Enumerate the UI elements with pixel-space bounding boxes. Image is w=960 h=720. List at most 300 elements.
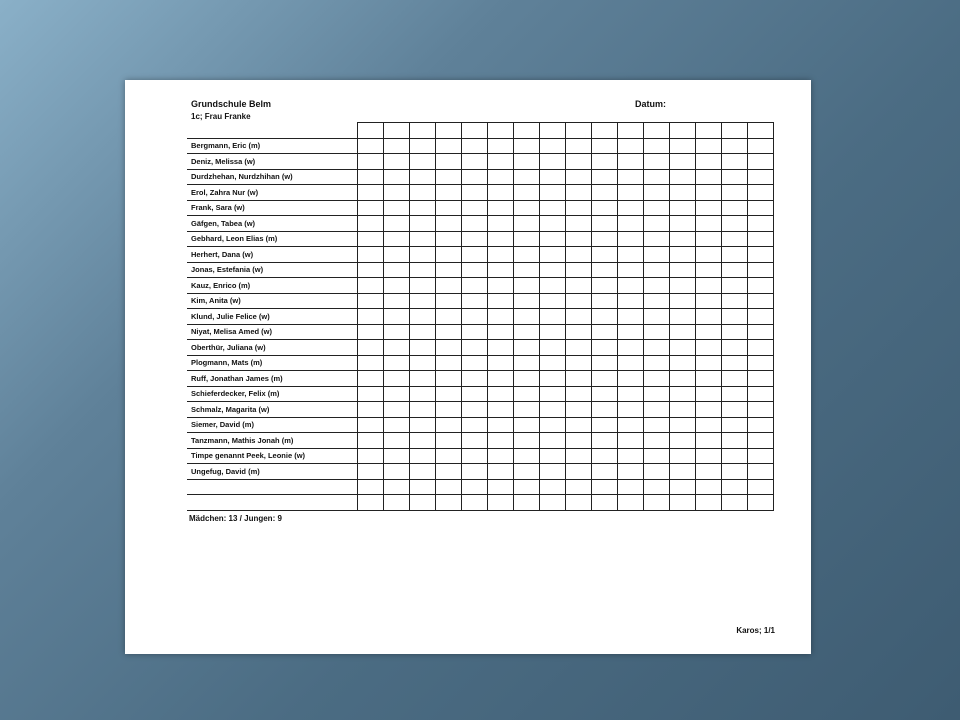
grid-cell	[566, 479, 592, 495]
grid-cell	[410, 371, 436, 387]
grid-cell	[462, 200, 488, 216]
grid-cell	[410, 324, 436, 340]
grid-cell	[748, 386, 774, 402]
grid-cell	[670, 154, 696, 170]
grid-cell	[644, 262, 670, 278]
grid-cell	[514, 386, 540, 402]
grid-cell	[566, 464, 592, 480]
grid-cell	[514, 293, 540, 309]
grid-cell	[696, 154, 722, 170]
grid-cell	[748, 247, 774, 263]
grid-cell	[462, 185, 488, 201]
grid-cell	[436, 402, 462, 418]
grid-cell	[722, 479, 748, 495]
grid-cell	[514, 402, 540, 418]
student-name: Kim, Anita (w)	[187, 293, 358, 309]
grid-cell	[436, 479, 462, 495]
grid-cell	[592, 278, 618, 294]
grid-cell	[462, 262, 488, 278]
grid-cell	[566, 200, 592, 216]
grid-cell	[358, 123, 384, 139]
grid-cell	[540, 123, 566, 139]
grid-cell	[670, 231, 696, 247]
grid-cell	[514, 185, 540, 201]
grid-cell	[358, 371, 384, 387]
grid-cell	[436, 355, 462, 371]
grid-cell	[722, 495, 748, 511]
grid-cell	[488, 309, 514, 325]
grid-cell	[488, 479, 514, 495]
grid-cell	[358, 231, 384, 247]
grid-cell	[462, 433, 488, 449]
table-row	[187, 448, 774, 464]
grid-cell	[488, 185, 514, 201]
grid-cell	[566, 123, 592, 139]
student-name: Deniz, Melissa (w)	[187, 154, 358, 170]
grid-cell	[696, 123, 722, 139]
grid-cell	[462, 138, 488, 154]
grid-cell	[358, 278, 384, 294]
grid-cell	[488, 495, 514, 511]
grid-cell	[514, 231, 540, 247]
grid-cell	[748, 340, 774, 356]
grid-cell	[462, 386, 488, 402]
table-row	[187, 293, 774, 309]
grid-cell	[670, 123, 696, 139]
grid-cell	[644, 371, 670, 387]
table-row	[187, 154, 774, 170]
grid-cell	[566, 169, 592, 185]
grid-cell	[410, 216, 436, 232]
grid-cell	[514, 138, 540, 154]
grid-cell	[722, 309, 748, 325]
grid-cell	[644, 154, 670, 170]
grid-cell	[592, 371, 618, 387]
grid-cell	[592, 138, 618, 154]
grid-cell	[670, 448, 696, 464]
student-name	[187, 123, 358, 139]
grid-cell	[384, 355, 410, 371]
grid-cell	[566, 324, 592, 340]
grid-cell	[644, 309, 670, 325]
grid-cell	[618, 185, 644, 201]
grid-cell	[618, 355, 644, 371]
grid-cell	[566, 495, 592, 511]
grid-cell	[514, 479, 540, 495]
grid-cell	[592, 402, 618, 418]
grid-cell	[540, 231, 566, 247]
grid-cell	[462, 340, 488, 356]
grid-cell	[644, 293, 670, 309]
grid-cell	[696, 386, 722, 402]
student-name: Herhert, Dana (w)	[187, 247, 358, 263]
grid-cell	[670, 433, 696, 449]
table-row	[187, 417, 774, 433]
grid-cell	[618, 324, 644, 340]
grid-cell	[384, 138, 410, 154]
grid-cell	[644, 495, 670, 511]
grid-cell	[696, 293, 722, 309]
table-row	[187, 324, 774, 340]
grid-cell	[618, 278, 644, 294]
grid-cell	[592, 464, 618, 480]
grid-cell	[644, 247, 670, 263]
grid-cell	[722, 433, 748, 449]
grid-cell	[618, 433, 644, 449]
grid-cell	[696, 169, 722, 185]
student-name: Frank, Sara (w)	[187, 200, 358, 216]
grid-cell	[670, 309, 696, 325]
grid-cell	[436, 216, 462, 232]
grid-cell	[436, 340, 462, 356]
grid-cell	[384, 402, 410, 418]
grid-cell	[670, 417, 696, 433]
grid-cell	[384, 417, 410, 433]
student-name: Niyat, Melisa Amed (w)	[187, 324, 358, 340]
grid-cell	[722, 185, 748, 201]
student-name: Schmalz, Magarita (w)	[187, 402, 358, 418]
grid-cell	[670, 340, 696, 356]
grid-cell	[644, 355, 670, 371]
grid-cell	[436, 200, 462, 216]
page-footer: Karos; 1/1	[736, 626, 775, 635]
grid-cell	[358, 417, 384, 433]
grid-cell	[358, 355, 384, 371]
grid-cell	[696, 324, 722, 340]
grid-cell	[462, 278, 488, 294]
grid-cell	[514, 324, 540, 340]
grid-cell	[618, 247, 644, 263]
grid-cell	[618, 371, 644, 387]
grid-cell	[410, 293, 436, 309]
date-label: Datum:	[635, 99, 666, 109]
grid-cell	[358, 216, 384, 232]
grid-cell	[748, 448, 774, 464]
grid-cell	[644, 448, 670, 464]
grid-cell	[696, 340, 722, 356]
grid-cell	[566, 185, 592, 201]
grid-cell	[358, 386, 384, 402]
grid-cell	[436, 495, 462, 511]
student-name: Klund, Julie Felice (w)	[187, 309, 358, 325]
grid-cell	[488, 293, 514, 309]
grid-cell	[722, 371, 748, 387]
table-row	[187, 386, 774, 402]
grid-cell	[566, 154, 592, 170]
student-name: Siemer, David (m)	[187, 417, 358, 433]
student-name: Durdzhehan, Nurdzhihan (w)	[187, 169, 358, 185]
grid-cell	[748, 433, 774, 449]
table-row	[187, 433, 774, 449]
grid-cell	[462, 293, 488, 309]
grid-cell	[722, 464, 748, 480]
grid-cell	[696, 138, 722, 154]
grid-cell	[592, 262, 618, 278]
table-row	[187, 200, 774, 216]
grid-cell	[358, 309, 384, 325]
grid-cell	[566, 231, 592, 247]
grid-cell	[436, 138, 462, 154]
grid-cell	[436, 433, 462, 449]
grid-cell	[540, 138, 566, 154]
grid-cell	[540, 417, 566, 433]
grid-cell	[540, 169, 566, 185]
grid-cell	[722, 200, 748, 216]
grid-cell	[462, 324, 488, 340]
grid-cell	[670, 262, 696, 278]
grid-cell	[670, 138, 696, 154]
table-row	[187, 278, 774, 294]
grid-cell	[358, 200, 384, 216]
grid-cell	[618, 216, 644, 232]
grid-cell	[644, 402, 670, 418]
grid-cell	[592, 169, 618, 185]
grid-cell	[514, 278, 540, 294]
grid-cell	[436, 154, 462, 170]
grid-cell	[384, 340, 410, 356]
grid-cell	[696, 417, 722, 433]
table-row	[187, 169, 774, 185]
grid-cell	[358, 448, 384, 464]
grid-cell	[488, 138, 514, 154]
grid-cell	[462, 495, 488, 511]
grid-cell	[592, 200, 618, 216]
table-row	[187, 340, 774, 356]
grid-cell	[462, 247, 488, 263]
grid-cell	[696, 355, 722, 371]
grid-cell	[462, 231, 488, 247]
grid-cell	[358, 479, 384, 495]
grid-cell	[670, 247, 696, 263]
grid-cell	[722, 247, 748, 263]
grid-cell	[670, 278, 696, 294]
grid-cell	[436, 278, 462, 294]
grid-cell	[410, 479, 436, 495]
grid-cell	[696, 448, 722, 464]
grid-cell	[566, 247, 592, 263]
grid-cell	[410, 448, 436, 464]
grid-cell	[488, 231, 514, 247]
grid-cell	[566, 278, 592, 294]
grid-cell	[748, 464, 774, 480]
grid-cell	[358, 324, 384, 340]
grid-cell	[540, 355, 566, 371]
grid-cell	[592, 479, 618, 495]
grid-cell	[410, 433, 436, 449]
grid-cell	[748, 309, 774, 325]
grid-cell	[410, 278, 436, 294]
grid-cell	[592, 216, 618, 232]
grid-cell	[488, 169, 514, 185]
grid-cell	[644, 433, 670, 449]
grid-cell	[644, 185, 670, 201]
grid-cell	[488, 200, 514, 216]
grid-cell	[540, 262, 566, 278]
grid-cell	[488, 247, 514, 263]
grid-cell	[670, 355, 696, 371]
student-name: Plogmann, Mats (m)	[187, 355, 358, 371]
grid-cell	[696, 216, 722, 232]
grid-cell	[618, 495, 644, 511]
table-row	[187, 247, 774, 263]
grid-cell	[722, 448, 748, 464]
grid-cell	[540, 479, 566, 495]
grid-cell	[488, 262, 514, 278]
grid-cell	[384, 464, 410, 480]
grid-cell	[436, 169, 462, 185]
grid-cell	[748, 417, 774, 433]
grid-cell	[748, 200, 774, 216]
student-name: Ungefug, David (m)	[187, 464, 358, 480]
grid-cell	[384, 169, 410, 185]
grid-cell	[722, 231, 748, 247]
grid-cell	[696, 262, 722, 278]
grid-cell	[488, 355, 514, 371]
grid-cell	[358, 154, 384, 170]
grid-cell	[644, 278, 670, 294]
grid-cell	[722, 278, 748, 294]
grid-cell	[748, 278, 774, 294]
grid-cell	[488, 464, 514, 480]
grid-cell	[618, 231, 644, 247]
grid-cell	[592, 123, 618, 139]
grid-cell	[410, 154, 436, 170]
grid-cell	[436, 386, 462, 402]
grid-cell	[410, 495, 436, 511]
grid-cell	[540, 371, 566, 387]
grid-cell	[618, 464, 644, 480]
grid-cell	[748, 479, 774, 495]
grid-cell	[384, 433, 410, 449]
grid-cell	[358, 402, 384, 418]
grid-cell	[566, 340, 592, 356]
grid-cell	[410, 355, 436, 371]
grid-cell	[514, 448, 540, 464]
grid-cell	[644, 417, 670, 433]
grid-cell	[748, 324, 774, 340]
grid-cell	[488, 216, 514, 232]
school-name: Grundschule Belm	[191, 99, 272, 109]
grid-cell	[462, 464, 488, 480]
grid-cell	[618, 293, 644, 309]
student-name	[187, 495, 358, 511]
grid-cell	[540, 495, 566, 511]
grid-cell	[670, 216, 696, 232]
grid-cell	[462, 309, 488, 325]
grid-cell	[436, 448, 462, 464]
grid-cell	[384, 495, 410, 511]
grid-cell	[566, 417, 592, 433]
grid-cell	[670, 169, 696, 185]
grid-cell	[488, 278, 514, 294]
grid-cell	[670, 495, 696, 511]
grid-cell	[384, 386, 410, 402]
grid-cell	[618, 138, 644, 154]
grid-cell	[358, 247, 384, 263]
grid-cell	[358, 185, 384, 201]
grid-cell	[488, 340, 514, 356]
grid-cell	[436, 371, 462, 387]
grid-cell	[410, 386, 436, 402]
grid-cell	[514, 216, 540, 232]
grid-cell	[436, 417, 462, 433]
grid-cell	[358, 293, 384, 309]
grid-cell	[462, 479, 488, 495]
grid-cell	[436, 309, 462, 325]
grid-cell	[514, 495, 540, 511]
table-row	[187, 231, 774, 247]
grid-cell	[384, 123, 410, 139]
grid-cell	[384, 479, 410, 495]
grid-cell	[462, 355, 488, 371]
grid-cell	[748, 138, 774, 154]
grid-cell	[722, 324, 748, 340]
grid-cell	[696, 185, 722, 201]
empty-row	[187, 495, 774, 511]
grid-cell	[696, 433, 722, 449]
grid-cell	[462, 371, 488, 387]
student-name: Bergmann, Eric (m)	[187, 138, 358, 154]
grid-cell	[670, 293, 696, 309]
grid-cell	[748, 185, 774, 201]
table-row	[187, 309, 774, 325]
grid-cell	[618, 309, 644, 325]
table-row	[187, 371, 774, 387]
grid-cell	[696, 495, 722, 511]
grid-cell	[514, 247, 540, 263]
grid-cell	[644, 464, 670, 480]
student-name: Gäfgen, Tabea (w)	[187, 216, 358, 232]
grid-cell	[696, 464, 722, 480]
grid-cell	[410, 262, 436, 278]
grid-cell	[488, 371, 514, 387]
grid-cell	[384, 324, 410, 340]
grid-cell	[592, 247, 618, 263]
grid-cell	[410, 247, 436, 263]
grid-cell	[462, 402, 488, 418]
grid-cell	[410, 340, 436, 356]
class-teacher: 1c; Frau Franke	[191, 112, 251, 121]
grid-cell	[514, 355, 540, 371]
grid-cell	[540, 340, 566, 356]
grid-cell	[514, 464, 540, 480]
grid-cell	[592, 154, 618, 170]
grid-cell	[696, 371, 722, 387]
grid-cell	[540, 448, 566, 464]
grid-cell	[722, 216, 748, 232]
student-name: Timpe genannt Peek, Leonie (w)	[187, 448, 358, 464]
grid-cell	[384, 154, 410, 170]
student-name: Gebhard, Leon Elias (m)	[187, 231, 358, 247]
grid-cell	[592, 293, 618, 309]
grid-cell	[540, 247, 566, 263]
grid-cell	[410, 185, 436, 201]
grid-cell	[592, 495, 618, 511]
grid-cell	[514, 417, 540, 433]
table-row	[187, 355, 774, 371]
grid-cell	[748, 355, 774, 371]
grid-cell	[358, 340, 384, 356]
student-name: Schieferdecker, Felix (m)	[187, 386, 358, 402]
grid-cell	[488, 433, 514, 449]
grid-cell	[384, 371, 410, 387]
empty-row	[187, 479, 774, 495]
grid-cell	[644, 200, 670, 216]
grid-cell	[540, 433, 566, 449]
grid-cell	[566, 448, 592, 464]
grid-cell	[384, 200, 410, 216]
grid-cell	[488, 417, 514, 433]
